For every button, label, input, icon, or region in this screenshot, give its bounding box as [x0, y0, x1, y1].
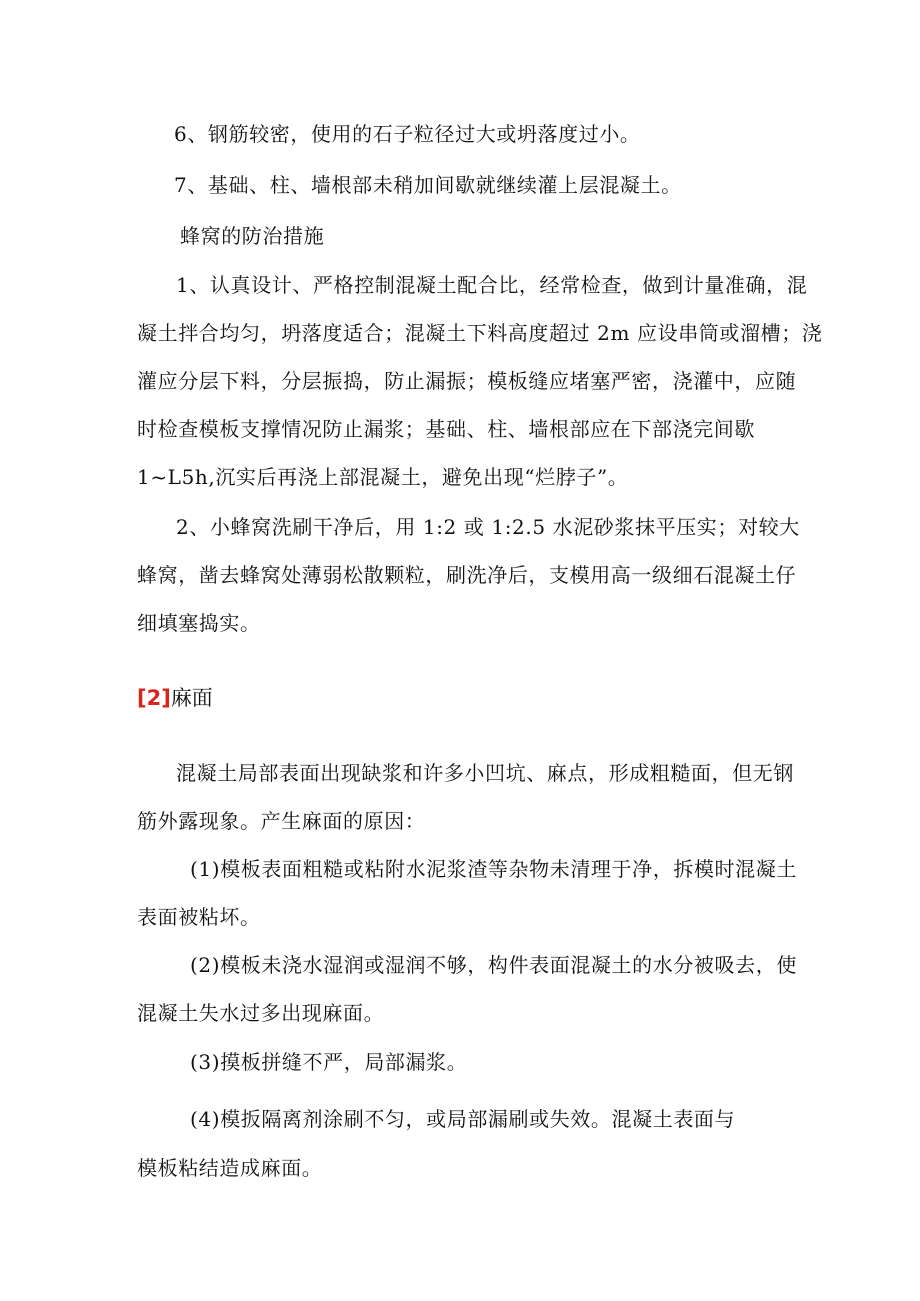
section-2-intro-line: 筋外露现象。产生麻面的原因： — [137, 809, 426, 833]
prevention-item-2-line: 蜂窝，凿去蜂窝处薄弱松散颗粒，刷洗净后，支模用高一级细石混凝土仔 — [137, 563, 797, 587]
cause-7-text: 7、基础、柱、墙根部未稍加间歇就继续灌上层混凝土。 — [174, 173, 682, 197]
mafian-cause-1-line: 表面被粘坏。 — [137, 905, 261, 929]
mafian-cause-1-line: (1)模板表面粗糙或粘附水泥浆渣等杂物未清理于净，拆模时混凝土 — [190, 857, 797, 881]
mafian-cause-3-text: (3)摸板拼缝不严，局部漏浆。 — [190, 1050, 468, 1074]
prevention-item-1-line: 凝土拌合均匀，坍落度适合；混凝土下料高度超过 2m 应设串筒或溜槽；浇 — [137, 321, 823, 345]
section-2-heading — [137, 685, 213, 711]
mafian-cause-2-line: 混凝土失水过多出现麻面。 — [137, 1001, 385, 1025]
mafian-cause-2-line: (2)模板未浇水湿润或湿润不够，构件表面混凝土的水分被吸去，使 — [190, 953, 797, 977]
mafian-cause-4-line: (4)模扳隔离剂涂刷不匀，或局部漏刷或失效。混凝土表面与 — [190, 1107, 736, 1131]
honeycomb-prevention-subheading: 蜂窝的防治措施 — [180, 224, 325, 248]
prevention-item-1-line: 1~L5h,沉实后再浇上部混凝土，避免出现“烂脖子”。 — [137, 465, 629, 489]
prevention-item-1-line: 1、认真设计、严格控制混凝土配合比，经常检查，做到计量准确，混 — [176, 273, 808, 297]
prevention-item-2-line: 细填塞捣实。 — [137, 611, 261, 635]
prevention-item-2-line: 2、小蜂窝洗刷干净后，用 1:2 或 1:2.5 水泥砂浆抹平压实；对较大 — [176, 515, 800, 539]
cause-6-text: 6、钢筋较密，使用的石子粒径过大或坍落度过小。 — [174, 122, 641, 146]
section-2-intro-line: 混凝土局部表面出现缺浆和许多小凹坑、麻点，形成粗糙面，但无钢 — [176, 761, 794, 785]
prevention-item-1-line: 时检查模板支撑情况防止漏浆；基础、柱、墙根部应在下部浇完间歇 — [137, 417, 755, 441]
section-2-title: 麻面 — [170, 686, 213, 710]
section-2-number: [2] — [137, 686, 171, 710]
prevention-item-1-line: 灌应分层下料，分层振捣，防止漏振；模板缝应堵塞严密，浇灌中，应随 — [137, 369, 797, 393]
mafian-cause-4-line: 模板粘结造成麻面。 — [137, 1156, 323, 1180]
